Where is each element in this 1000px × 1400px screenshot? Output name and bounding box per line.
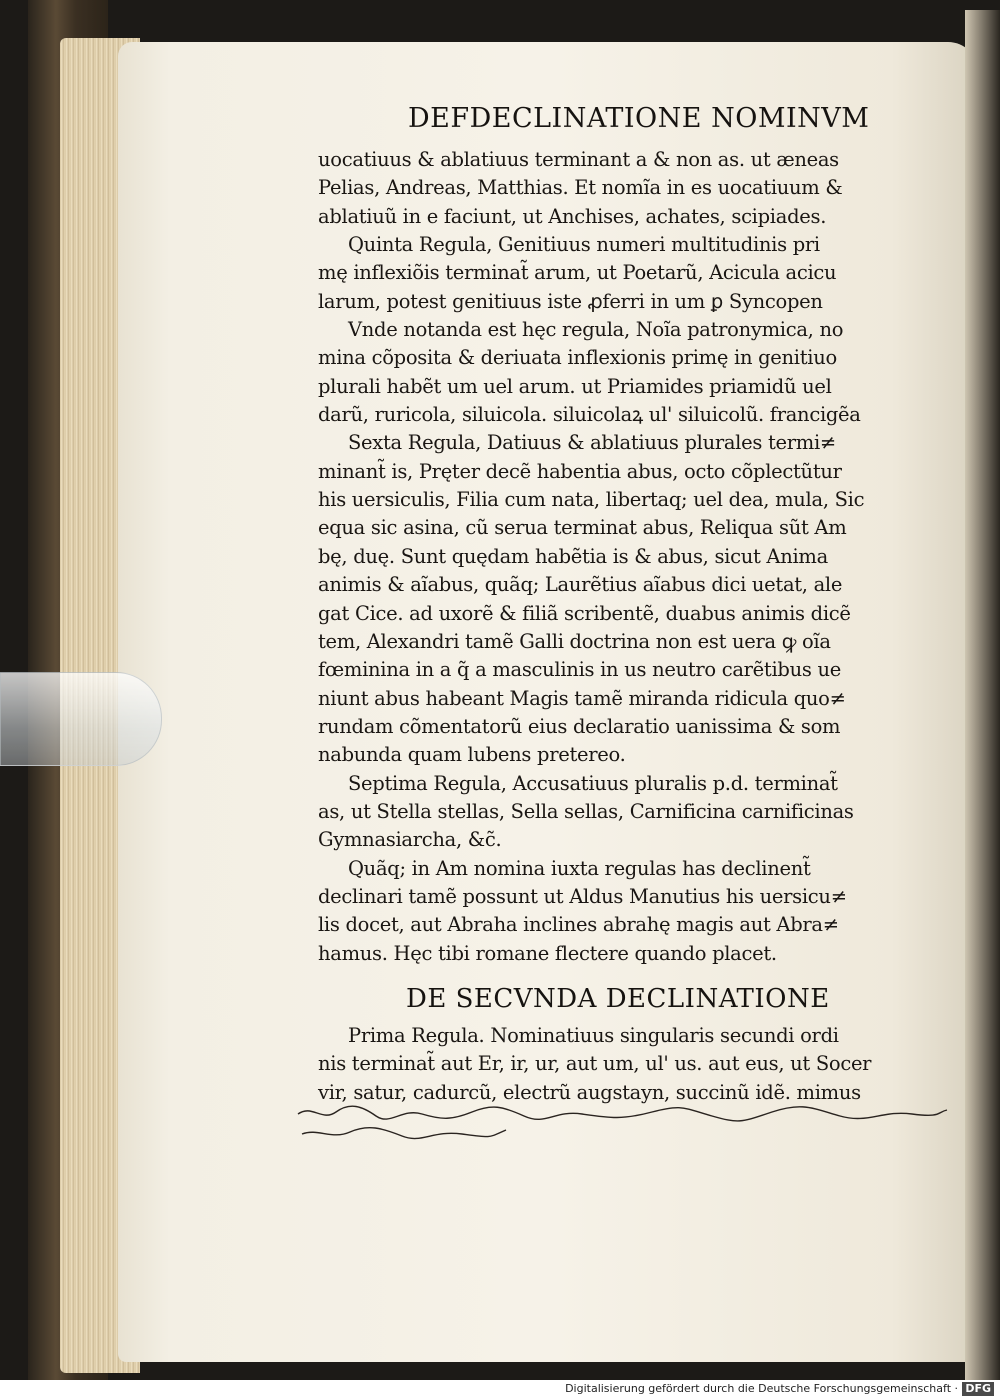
- text-line: Vnde notanda est hęc regula, Noĩa patronymica, no: [348, 318, 844, 342]
- text-line: fœminina in a q̃ a masculinis in us neutro carẽtibus ue: [318, 658, 841, 682]
- text-line: rundam cõmentatorũ eius declaratio uanissima & som: [318, 714, 841, 738]
- text-line: Pelias, Andreas, Matthias. Et nomĩa in es uocatiuum &: [318, 176, 843, 200]
- text-line: hamus. Hęc tibi romane flectere quando placet.: [318, 941, 777, 965]
- text-line: declinari tamẽ possunt ut Aldus Manutius his uersicu≠: [318, 884, 847, 908]
- text-line: nis terminat̃ aut Er, ir, ur, aut um, ul' us. aut eus, ut Socer: [318, 1052, 872, 1076]
- text-line: darũ, ruricola, siluicola. siluicolaꝝ ul' siluicolũ. francigẽa: [318, 403, 861, 427]
- text-line: plurali habẽt um uel arum. ut Priamides priamidũ uel: [318, 374, 832, 398]
- footer-credit: Digitalisierung gefördert durch die Deutsche Forschungsgemeinschaft ·: [565, 1382, 958, 1395]
- section-heading: DE SECVNDA DECLINATIONE: [406, 984, 830, 1014]
- text-line: his uersiculis, Filia cum nata, libertaq; uel dea, mula, Sic: [318, 488, 865, 512]
- dfg-logo: DFG: [962, 1382, 994, 1396]
- body-text-2: [318, 1022, 958, 1107]
- page-clip: [0, 672, 162, 766]
- footer-bar: [0, 1380, 1000, 1400]
- text-line: nabunda quam lubens pretereo.: [318, 743, 626, 767]
- text-line: Gymnasiarcha, &c̃.: [318, 828, 502, 852]
- text-line: minant̃ is, Pręter decẽ habentia abus, octo cõplectũtur: [318, 459, 842, 483]
- text-line: Sexta Regula, Datiuus & ablatiuus plurales termi≠: [348, 431, 836, 455]
- text-line: larum, potest genitiuus iste ꝓferri in um ꝑ Syncopen: [318, 289, 823, 313]
- gutter-shadow: [965, 10, 1000, 1380]
- text-line: as, ut Stella stellas, Sella sellas, Carnificina carnificinas: [318, 799, 854, 823]
- handwritten-annotation: [292, 1100, 952, 1151]
- text-line: Septima Regula, Accusatiuus pluralis p.d. terminat̃: [348, 771, 838, 795]
- running-head: DEFDECLINATIONE NOMINVM: [408, 103, 870, 134]
- handwriting-scribble: [292, 1100, 952, 1144]
- text-line: uocatiuus & ablatiuus terminant a & non as. ut æneas: [318, 148, 839, 171]
- text-line: lis docet, aut Abraha inclines abrahę magis aut Abra≠: [318, 913, 839, 937]
- text-line: Prima Regula. Nominatiuus singularis secundi ordi: [348, 1024, 839, 1047]
- text-line: vir, satur, cadurcũ, electrũ augstayn, succinũ idẽ. mimus: [318, 1080, 861, 1104]
- text-line: Quinta Regula, Genitiuus numeri multitudinis pri: [348, 233, 820, 257]
- text-line: bę, duę. Sunt quędam habẽtia is & abus, sicut Anima: [318, 544, 828, 568]
- text-line: niunt abus habeant Magis tamẽ miranda ridicula quo≠: [318, 686, 846, 710]
- text-line: mę inflexiõis terminat̃ arum, ut Poetarũ, Acicula acicu: [318, 261, 837, 285]
- body-text: [318, 146, 958, 968]
- text-line: animis & aĩabus, quãq; Laurẽtius aĩabus dici uetat, ale: [318, 573, 843, 597]
- text-line: tem, Alexandri tamẽ Galli doctrina non est uera ꝙ oĩa: [318, 629, 831, 653]
- text-line: Quãq; in Am nomina iuxta regulas has declinent̃: [348, 856, 811, 880]
- text-line: ablatiuũ in e faciunt, ut Anchises, achates, scipiades.: [318, 204, 827, 228]
- text-line: equa sic asina, cũ serua terminat abus, Reliqua sũt Am: [318, 516, 847, 540]
- text-line: mina cõposita & deriuata inflexionis primę in genitiuo: [318, 346, 837, 370]
- text-line: gat Cice. ad uxorẽ & filiã scribentẽ, duabus animis dicẽ: [318, 601, 851, 625]
